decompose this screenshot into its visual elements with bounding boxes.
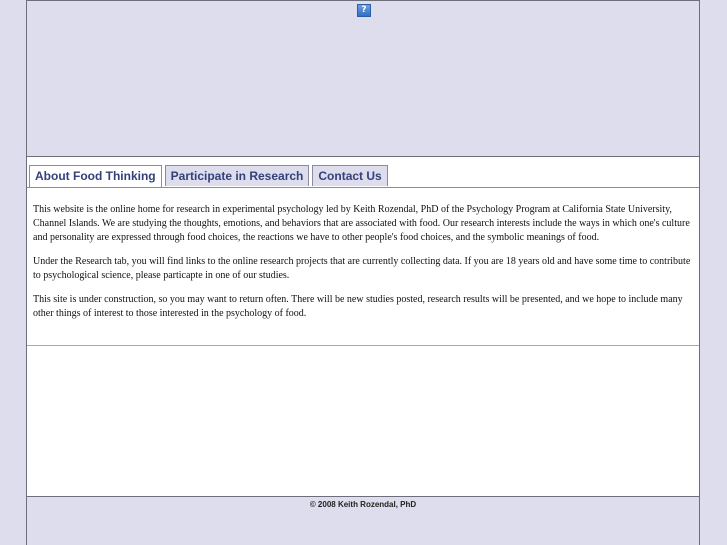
- tab-bar: [29, 165, 388, 187]
- footer: [27, 496, 699, 545]
- header-banner: [27, 0, 699, 157]
- research-paragraph: Under the Research tab, you will find links to the online research projects that are currently collecting data. If you are 18 years old and have some time to contribute to psychological science, please particapte in one of our studies.: [33, 256, 691, 281]
- copyright-text: © 2008 Keith Rozendal, PhD: [309, 500, 417, 509]
- intro-paragraph: This website is the online home for research in experimental psychology led by Keith Rozendal, PhD of the Psychology Program at California State University, Channel Islands. We are studying the thoughts, emotions, and behaviors that are associated with food. Our research interests include the ways in which one's culture and personality are expressed through food choices, the reactions we have to other people's food choices, and the symbolic meanings of food.: [33, 204, 690, 243]
- tab-contact-us[interactable]: Contact Us: [312, 165, 387, 186]
- construction-paragraph: This site is under construction, so you may want to return often. There will be new studies posted, research results will be presented, and we hope to include many other things of interest to those interested in the psychology of food.: [33, 294, 683, 319]
- tab-participate-in-research[interactable]: Participate in Research: [165, 165, 310, 186]
- page-frame: [26, 0, 700, 545]
- broken-image-icon: ?: [357, 4, 371, 17]
- content-panel: [27, 187, 699, 346]
- tab-about-food-thinking[interactable]: About Food Thinking: [29, 165, 162, 188]
